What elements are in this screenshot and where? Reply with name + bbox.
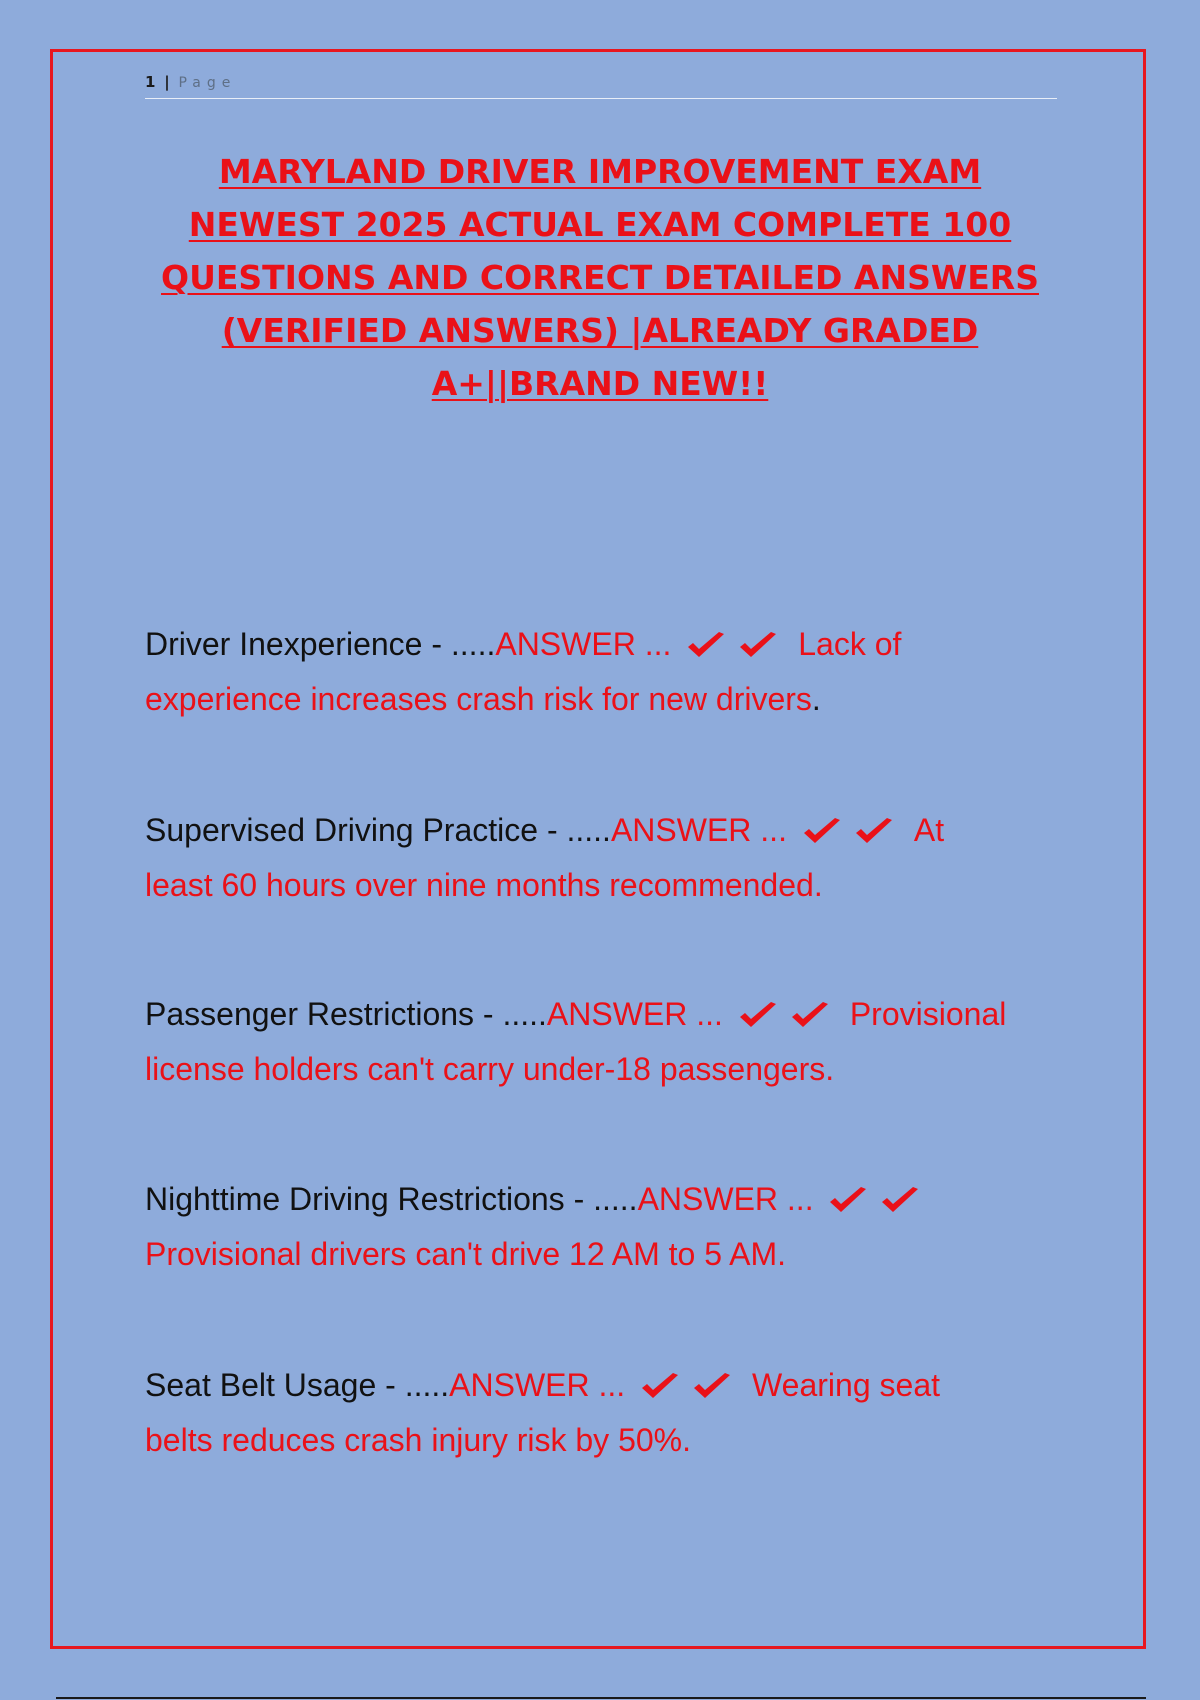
answer-label: ANSWER ...: [449, 1367, 626, 1403]
answer-text: belts reduces crash injury risk by 50%.: [145, 1422, 691, 1458]
answer-label: ANSWER ...: [610, 812, 787, 848]
check-marks: [738, 996, 842, 1045]
qa-item: [145, 620, 1065, 724]
answer-label: ANSWER ...: [546, 996, 723, 1032]
question-separator: - .....: [376, 1367, 450, 1403]
check-mark-icon: [686, 631, 726, 661]
document-title: [130, 145, 1070, 410]
question-term: Seat Belt Usage: [145, 1367, 377, 1403]
answer-period: .: [811, 681, 821, 717]
qa-item: [145, 990, 1065, 1094]
answer-text: Provisional drivers can't drive 12 AM to 5 AM.: [145, 1236, 787, 1272]
question-term: Driver Inexperience: [145, 626, 423, 662]
page-header: [145, 70, 1057, 99]
answer-text: Lack of: [798, 626, 902, 662]
check-marks: [640, 1367, 744, 1416]
question-separator: - .....: [538, 812, 611, 848]
question-separator: - .....: [564, 1181, 638, 1217]
qa-item: [145, 1175, 1065, 1279]
check-mark-icon: [854, 817, 894, 847]
title-line: QUESTIONS AND CORRECT DETAILED ANSWERS: [161, 258, 1039, 297]
check-marks: [802, 812, 906, 861]
question-term: Passenger Restrictions: [145, 996, 475, 1032]
check-mark-icon: [738, 631, 778, 661]
question-separator: - .....: [474, 996, 547, 1032]
bottom-divider: [56, 1697, 1146, 1699]
answer-text: license holders can't carry under-18 passengers.: [145, 1051, 835, 1087]
check-mark-icon: [828, 1186, 868, 1216]
answer-text: least 60 hours over nine months recommended.: [145, 867, 823, 903]
qa-item: [145, 806, 1065, 910]
page-number: 1: [145, 73, 156, 91]
check-mark-icon: [880, 1186, 920, 1216]
answer-label: ANSWER ...: [637, 1181, 814, 1217]
title-line: A+||BRAND NEW!!: [431, 364, 769, 403]
check-mark-icon: [802, 817, 842, 847]
page-word: Page: [178, 75, 237, 91]
question-term: Supervised Driving Practice: [145, 812, 539, 848]
title-line: (VERIFIED ANSWERS) |ALREADY GRADED: [221, 311, 979, 350]
question-separator: - .....: [422, 626, 496, 662]
page-separator: |: [164, 73, 170, 91]
qa-item: [145, 1361, 1065, 1465]
answer-text: Wearing seat: [752, 1367, 940, 1403]
answer-text: At: [913, 812, 945, 848]
check-mark-icon: [790, 1001, 830, 1031]
answer-text: Provisional: [849, 996, 1007, 1032]
question-term: Nighttime Driving Restrictions: [145, 1181, 565, 1217]
check-mark-icon: [640, 1372, 680, 1402]
answer-text: experience increases crash risk for new drivers: [145, 681, 812, 717]
check-marks: [828, 1181, 932, 1230]
check-mark-icon: [738, 1001, 778, 1031]
title-line: MARYLAND DRIVER IMPROVEMENT EXAM: [218, 152, 982, 191]
title-line: NEWEST 2025 ACTUAL EXAM COMPLETE 100: [188, 205, 1012, 244]
check-mark-icon: [692, 1372, 732, 1402]
answer-label: ANSWER ...: [495, 626, 672, 662]
check-marks: [686, 626, 790, 675]
